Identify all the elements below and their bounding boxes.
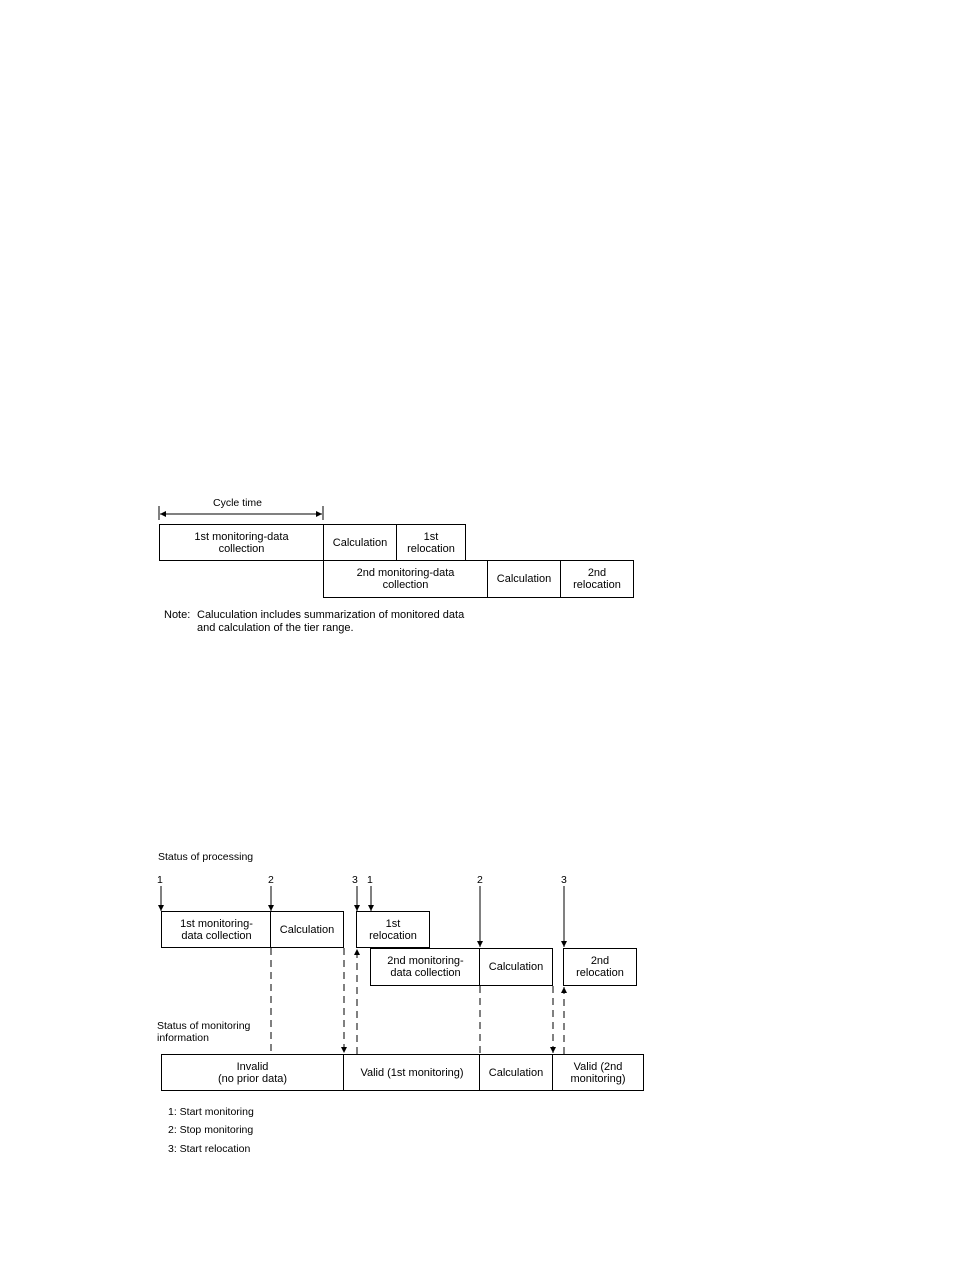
- proc-collection1-block: 1st monitoring- data collection: [161, 911, 272, 948]
- proc-relocation2-block: 2nd relocation: [563, 948, 637, 986]
- marker-arrows: [161, 886, 564, 947]
- legend-start-monitoring: 1: Start monitoring: [168, 1106, 254, 1118]
- marker-stop-monitoring-2: 2: [477, 874, 483, 886]
- row2-calculation-block: Calculation: [487, 560, 561, 598]
- cycle-time-dimension: [159, 506, 323, 520]
- marker-start-monitoring-1: 1: [157, 874, 163, 886]
- proc-relocation1-block: 1st relocation: [356, 911, 430, 948]
- marker-start-relocation-2: 3: [561, 874, 567, 886]
- mon-invalid-block: Invalid (no prior data): [161, 1054, 344, 1091]
- note-text: Caluculation includes summarization of monitored data and calculation of the tier range.: [197, 609, 465, 634]
- legend-stop-monitoring: 2: Stop monitoring: [168, 1124, 254, 1136]
- mon-calculation-block: Calculation: [479, 1054, 553, 1091]
- proc-calculation1-block: Calculation: [270, 911, 344, 948]
- processing-status-title: Status of processing: [158, 851, 254, 863]
- row2-collection-block: 2nd monitoring-data collection: [323, 560, 488, 598]
- cycle-time-label: Cycle time: [213, 497, 263, 509]
- marker-stop-monitoring-1: 2: [268, 874, 274, 886]
- mon-valid1-block: Valid (1st monitoring): [343, 1054, 481, 1091]
- row1-calculation-block: Calculation: [323, 524, 397, 561]
- mon-valid2-block: Valid (2nd monitoring): [552, 1054, 644, 1091]
- monitoring-status-title: Status of monitoring information: [157, 1020, 251, 1044]
- marker-start-monitoring-2: 1: [367, 874, 373, 886]
- row1-relocation-block: 1st relocation: [396, 524, 466, 561]
- marker-start-relocation-1: 3: [352, 874, 358, 886]
- row1-collection-block: 1st monitoring-data collection: [159, 524, 324, 561]
- dashed-connectors: [271, 948, 564, 1054]
- row2-relocation-block: 2nd relocation: [560, 560, 634, 598]
- legend-start-relocation: 3: Start relocation: [168, 1143, 251, 1155]
- proc-collection2-block: 2nd monitoring- data collection: [370, 948, 481, 986]
- proc-calculation2-block: Calculation: [479, 948, 553, 986]
- note-label: Note:: [164, 609, 191, 621]
